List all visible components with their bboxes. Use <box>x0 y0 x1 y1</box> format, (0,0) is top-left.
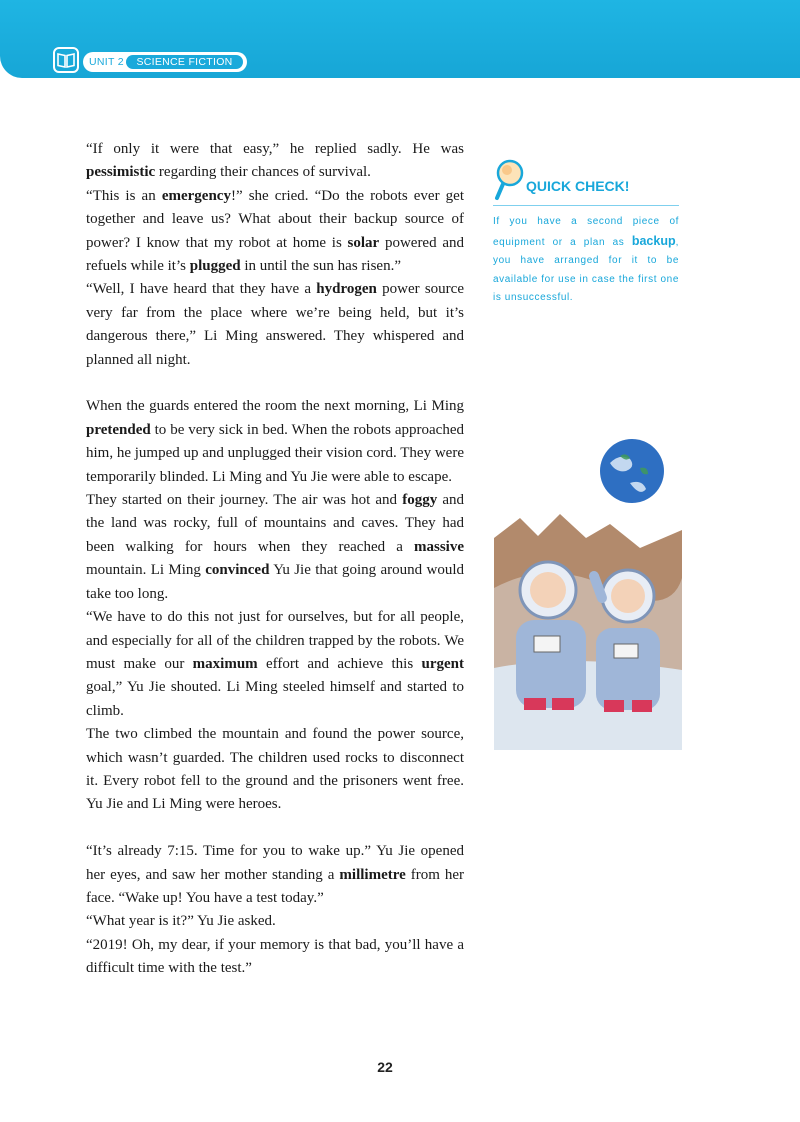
story-paragraph: “What year is it?” Yu Jie asked. <box>86 913 276 930</box>
vocabulary-word: hydrogen <box>316 281 377 298</box>
vocabulary-word: emergency <box>161 187 231 204</box>
vocabulary-word: maximum <box>192 655 258 672</box>
vocabulary-word: solar <box>347 234 380 251</box>
keyword-backup: backup <box>631 233 676 248</box>
story-paragraph: “If only it were that easy,” he replied sadly. He was pessimistic regarding their chances of survival. <box>86 141 464 181</box>
page-number: 22 <box>377 1059 393 1075</box>
story-paragraph: When the guards entered the room the next morning, Li Ming pretended to be very sick in bed. When the robots approached him, he jumped up and unplugged their vision cord. They were temporarily blinded. Li Ming and Yu Jie were able to escape. <box>86 398 464 485</box>
story-paragraph: “This is an emergency!” she cried. “Do the robots ever get together and leave us? What about their backup source of power? I know that my robot at home is solar powered and refuels while it’s plugged in until the sun has risen.” <box>86 187 465 275</box>
unit-badge <box>83 52 247 72</box>
vocabulary-word: convinced <box>205 562 270 579</box>
quick-check-definition: If you have a second piece of equipment or a plan as backup, you have arranged for it to be available for use in case the first one is unsuccessful. <box>493 216 679 303</box>
story-paragraph: “It’s already 7:15. Time for you to wake up.” Yu Jie opened her eyes, and saw her mother standing a millimetre from her face. “Wake up! You have a test today.” <box>86 843 465 906</box>
vocabulary-word: plugged <box>189 258 241 275</box>
vocabulary-word: pessimistic <box>86 164 156 181</box>
vocabulary-word: urgent <box>421 655 464 672</box>
vocabulary-word: massive <box>414 538 464 555</box>
story-paragraph: They started on their journey. The air was hot and foggy and the land was rocky, full of mountains and caves. They had been walking for hours when they reached a massive mountain. Li Ming convinced Yu Jie that going around would take too long. <box>86 492 465 602</box>
vocabulary-word: pretended <box>86 421 151 438</box>
vocabulary-word: millimetre <box>339 866 406 883</box>
magnifier-icon <box>493 158 527 202</box>
story-paragraph: The two climbed the mountain and found the power source, which wasn’t guarded. The children used rocks to disconnect it. Every robot fell to the ground and the prisoners went free. Yu Jie and Li Ming were heroes. <box>86 726 464 813</box>
quick-check-title: QUICK CHECK! <box>526 178 630 194</box>
book-icon <box>53 47 79 73</box>
unit-title: SCIENCE FICTION <box>126 55 243 69</box>
unit-label: UNIT 2 <box>89 56 124 68</box>
story-paragraph: “2019! Oh, my dear, if your memory is that bad, you’ll have a difficult time with the test.” <box>86 936 464 977</box>
earth-icon <box>600 439 664 503</box>
divider <box>493 205 679 206</box>
story-paragraph: “We have to do this not just for ourselves, but for all people, and especially for all of the children trapped by the robots. We must make our maximum effort and achieve this urgent goal,” Yu Jie shouted. Li Ming steeled himself and started to climb. <box>86 609 464 719</box>
astronaut-left <box>516 562 586 710</box>
vocabulary-word: foggy <box>402 492 438 509</box>
story-text <box>86 138 464 981</box>
story-paragraph: “Well, I have heard that they have a hydrogen power source very far from the place where we’re being held, but it’s dangerous there,” Li Ming answered. They whispered and planned all night. <box>86 281 464 368</box>
astronaut-right <box>594 570 660 712</box>
astronauts-illustration <box>490 438 682 750</box>
